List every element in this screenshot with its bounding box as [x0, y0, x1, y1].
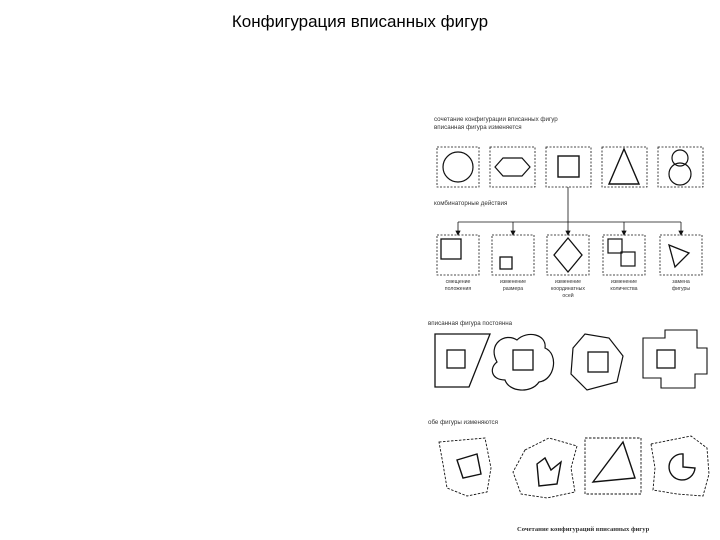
action-connectors: [456, 187, 683, 235]
action-label-4-line1: изменение: [610, 279, 638, 285]
section-combinatorial: комбинаторные действия: [434, 200, 508, 207]
cell-pair-1: [439, 438, 491, 496]
header-line-1: сочетание конфигурации вписанных фигур: [434, 116, 558, 123]
cell-blob-outer: [492, 334, 553, 390]
cell-pair-3: [585, 438, 641, 494]
cell-triangle: [602, 147, 647, 187]
cell-pair-2: [513, 438, 577, 498]
action-label-3-line1: изменение: [554, 279, 582, 285]
cell-quantity-change: [603, 235, 645, 275]
diagram-caption: Сочетание конфигураций вписанных фигур: [517, 526, 650, 533]
cell-pair-4: [651, 436, 709, 496]
action-label-4-line2: количества: [610, 286, 638, 292]
action-label-1-line2: положения: [444, 286, 472, 292]
inscribed-figures-diagram: [425, 112, 715, 540]
row-actions: [437, 235, 702, 275]
action-label-1-line1: смещение: [445, 279, 471, 285]
action-label-5-line2: фигуры: [671, 286, 691, 292]
action-label-3-line3: осей: [562, 293, 574, 299]
cell-square: [546, 147, 591, 187]
action-labels: [445, 279, 691, 299]
cell-hexagon: [490, 147, 535, 187]
row-inscribed-changes: [437, 147, 703, 187]
cell-position-shift: [437, 235, 479, 275]
cell-size-change: [492, 235, 534, 275]
action-label-3-line2: координатных: [551, 286, 585, 292]
action-label-2-line2: размера: [502, 286, 524, 292]
cell-snowman: [658, 147, 703, 187]
cell-polygon-outer: [571, 334, 623, 390]
cell-axis-change: [547, 235, 589, 275]
cell-trapezoid-outer: [435, 334, 490, 387]
action-label-2-line1: изменение: [499, 279, 527, 285]
page-title: Конфигурация вписанных фигур: [231, 12, 489, 31]
section-inscribed-constant: вписанная фигура постоянна: [428, 320, 513, 327]
header-line-2: вписанная фигура изменяется: [434, 124, 522, 131]
section-both-change: обе фигуры изменяются: [428, 419, 498, 426]
cell-circle: [437, 147, 479, 187]
row-inscribed-constant: [435, 330, 707, 390]
row-both-change: [439, 436, 709, 498]
cell-figure-replace: [660, 235, 702, 275]
action-label-5-line1: замена: [672, 279, 690, 285]
cell-stepped-outer: [643, 330, 707, 388]
